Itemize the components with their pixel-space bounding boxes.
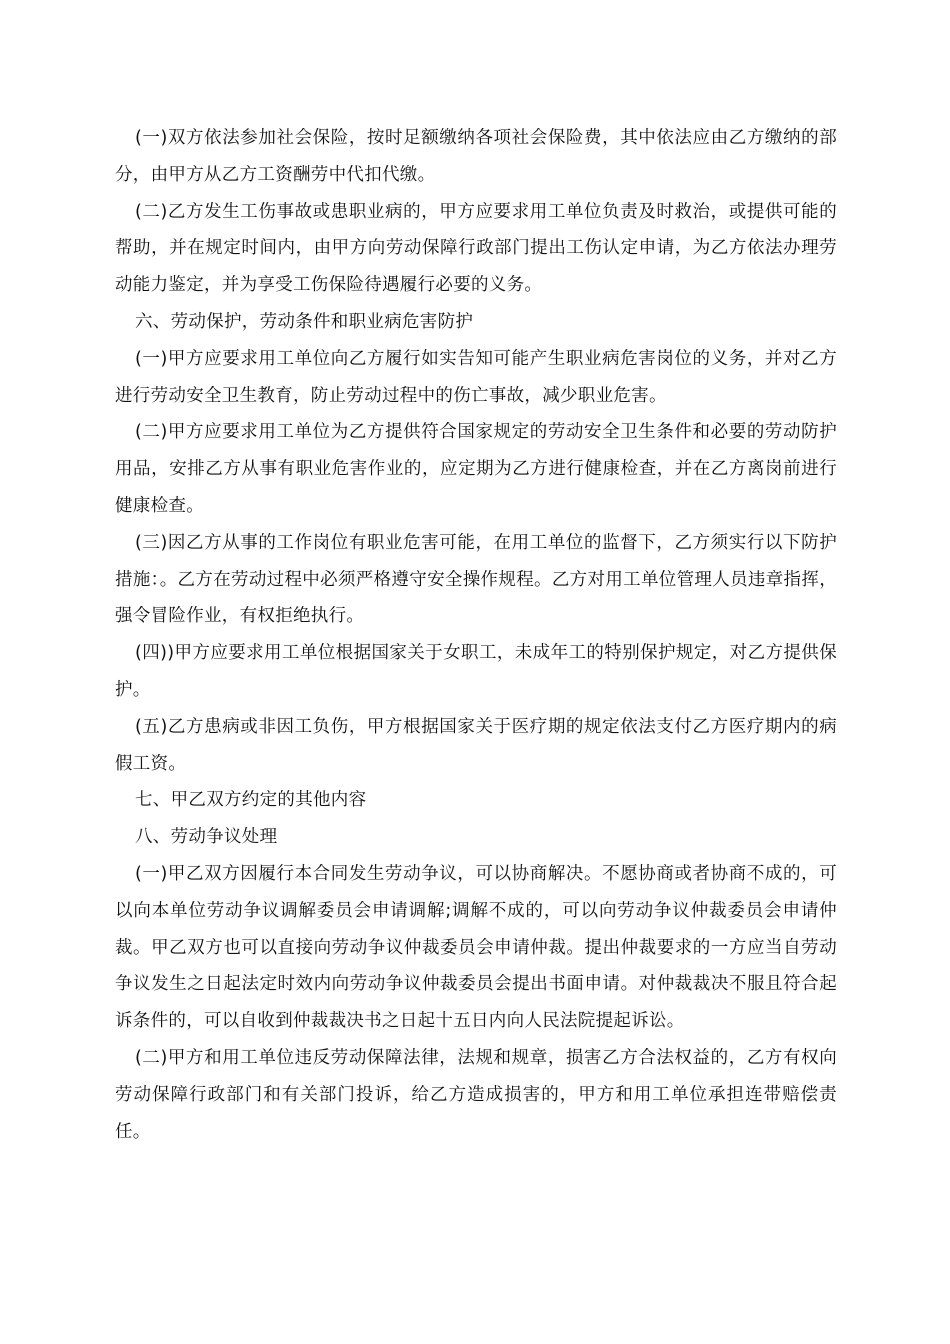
section-heading-dispute-resolution: 八、劳动争议处理 [135,827,278,848]
paragraph-social-insurance: (一)双方依法参加社会保险，按时足额缴纳各项社会保险费，其中依法应由乙方缴纳的部分，由甲方从乙方工资酬劳中代扣代缴。 [115,128,837,185]
paragraph-hazard-notice: (一)甲方应要求用工单位向乙方履行如实告知可能产生职业病危害岗位的义务，并对乙方进行劳动安全卫生教育，防止劳动过程中的伤亡事故，减少职业危害。 [115,348,837,406]
section-heading-other-terms: 七、甲乙双方约定的其他内容 [135,790,367,811]
section-heading-labor-protection: 六、劳动保护，劳动条件和职业病危害防护 [135,311,474,332]
paragraph-sick-leave: (五)乙方患病或非因工负伤，甲方根据国家关于医疗期的规定依法支付乙方医疗期内的病假工资。 [115,716,837,774]
paragraph-protective-measures: (三)因乙方从事的工作岗位有职业危害可能，在用工单位的监督下，乙方须实行以下防护措施：。乙方在劳动过程中必须严格遵守安全操作规程。乙方对用工单位管理人员违章指挥，强令冒险作业，有权拒绝执行。 [115,532,837,627]
paragraph-dispute-arbitration: (一)甲乙双方因履行本合同发生劳动争议，可以协商解决。不愿协商或者协商不成的，可以向本单位劳动争议调解委员会申请调解;调解不成的，可以向劳动争议仲裁委员会申请仲裁。甲乙双方也可以直接向劳动争议仲裁委员会申请仲裁。提出仲裁要求的一方应当自劳动争议发生之日起法定时效内向劳动争议仲裁委员会提出书面申请。对仲裁裁决不服且符合起诉条件的，可以自收到仲裁裁决书之日起十五日内向人民法院提起诉讼。 [115,863,837,1032]
paragraph-joint-liability: (二)甲方和用工单位违反劳动保障法律，法规和规章，损害乙方合法权益的，乙方有权向劳动保障行政部门和有关部门投诉，给乙方造成损害的，甲方和用工单位承担连带赔偿责任。 [115,1047,837,1142]
paragraph-safety-conditions: (二)甲方应要求用工单位为乙方提供符合国家规定的劳动安全卫生条件和必要的劳动防护用品，安排乙方从事有职业危害作业的，应定期为乙方进行健康检查，并在乙方离岗前进行健康检查。 [115,422,837,516]
paragraph-special-protection: (四))甲方应要求用工单位根据国家关于女职工，未成年工的特别保护规定，对乙方提供保护。 [115,643,837,700]
paragraph-work-injury: (二)乙方发生工伤事故或患职业病的，甲方应要求用工单位负责及时救治，或提供可能的帮助，并在规定时间内，由甲方向劳动保障行政部门提出工伤认定申请，为乙方依法办理劳动能力鉴定，并为享受工伤保险待遇履行必要的义务。 [115,201,837,296]
document-body [115,120,837,1150]
